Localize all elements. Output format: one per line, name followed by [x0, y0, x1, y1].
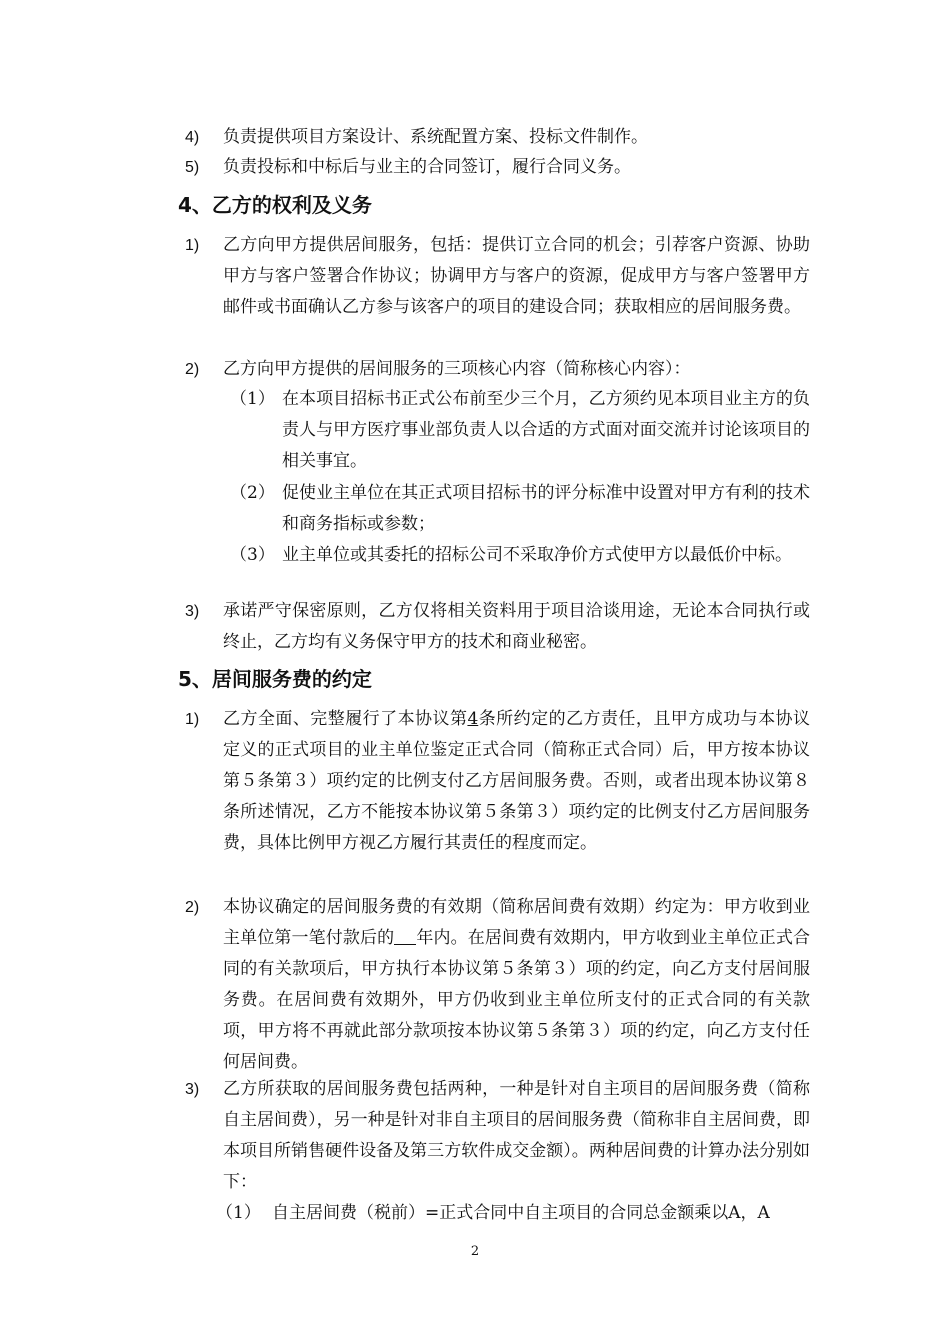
sub-item-number: （1） [230, 389, 275, 409]
sub-item-text: 在本项目招标书正式公布前至少三个月，乙方须约见本项目业主方的负责人与甲方医疗事业部负责人以合适的方式面对面交流并讨论该项目的相关事宜。 [282, 389, 810, 471]
section-heading: 4、乙方的权利及义务 [178, 193, 372, 217]
item-number: 5) [185, 159, 200, 176]
section-heading: 5、居间服务费的约定 [178, 667, 372, 691]
blank-line [394, 926, 416, 945]
page-number: 2 [470, 1244, 480, 1259]
item-text: 负责投标和中标后与业主的合同签订，履行合同义务。 [223, 157, 631, 177]
list-item [185, 704, 810, 859]
sub-item-text: 业主单位或其委托的招标公司不采取净价方式使甲方以最低价中标。 [282, 545, 792, 565]
item-number: 2) [185, 899, 200, 916]
underlined-clause-number: 4 [467, 709, 479, 729]
list-item [185, 122, 810, 153]
sub-item [230, 540, 810, 571]
sub-item-number: （1） [216, 1203, 261, 1223]
list-item [185, 354, 810, 385]
sub-item-number: （3） [230, 545, 275, 565]
item-number: 2) [185, 361, 200, 378]
item-number: 3) [185, 603, 200, 620]
item-text: 本协议确定的居间服务费的有效期（简称居间费有效期）约定为：甲方收到业主单位第一笔付款后的 年内。在居间费有效期内，甲方收到业主单位正式合同的有关款项后，甲方执行本协议第５条第３）项的约定，向乙方支付居间服务费。在居间费有效期外，甲方仍收到业主单位所支付的正式合同的有关款项，甲方将不再就此部分款项按本协议第５条第３）项的约定，向乙方支付任何居间费。 [223, 897, 811, 1072]
item-text: 乙方全面、完整履行了本协议第4条所约定的乙方责任，且甲方成功与本协议定义的正式项目的业主单位鉴定正式合同（简称正式合同）后，甲方按本协议第５条第３）项约定的比例支付乙方居间服务费。否则，或者出现本协议第８条所述情况，乙方不能按本协议第５条第３）项约定的比例支付乙方居间服务费，具体比例甲方视乙方履行其责任的程度而定。 [223, 709, 811, 853]
list-item [185, 230, 810, 323]
item-number: 1) [185, 711, 200, 728]
list-item [185, 892, 810, 1078]
item-text: 乙方所获取的居间服务费包括两种，一种是针对自主项目的居间服务费（简称自主居间费），另一种是针对非自主项目的居间服务费（简称非自主居间费，即本项目所销售硬件设备及第三方软件成交金额）。两种居间费的计算办法分别如下： [223, 1079, 810, 1192]
item-text: 负责提供项目方案设计、系统配置方案、投标文件制作。 [223, 127, 648, 147]
list-item [185, 1074, 810, 1198]
item-text: 乙方向甲方提供的居间服务的三项核心内容（简称核心内容）： [223, 359, 691, 379]
item-number: 3) [185, 1081, 200, 1098]
sub-item [230, 384, 810, 477]
sub-item-text: 促使业主单位在其正式项目招标书的评分标准中设置对甲方有利的技术和商务指标或参数； [282, 483, 810, 534]
item-text: 承诺严守保密原则，乙方仅将相关资料用于项目洽谈用途，无论本合同执行或终止，乙方均有义务保守甲方的技术和商业秘密。 [223, 601, 810, 652]
item-number: 1) [185, 237, 200, 254]
list-item [185, 152, 810, 183]
sub-item-number: （2） [230, 483, 275, 503]
sub-item [230, 478, 810, 540]
sub-item-text: 自主居间费（税前）=正式合同中自主项目的合同总金额乘以A，A [272, 1203, 770, 1223]
item-number: 4) [185, 129, 200, 146]
item-text: 乙方向甲方提供居间服务，包括：提供订立合同的机会；引荐客户资源、协助甲方与客户签署合作协议；协调甲方与客户的资源，促成甲方与客户签署甲方邮件或书面确认乙方参与该客户的项目的建设合同；获取相应的居间服务费。 [223, 235, 810, 317]
sub-item [216, 1198, 816, 1229]
list-item [185, 596, 810, 658]
